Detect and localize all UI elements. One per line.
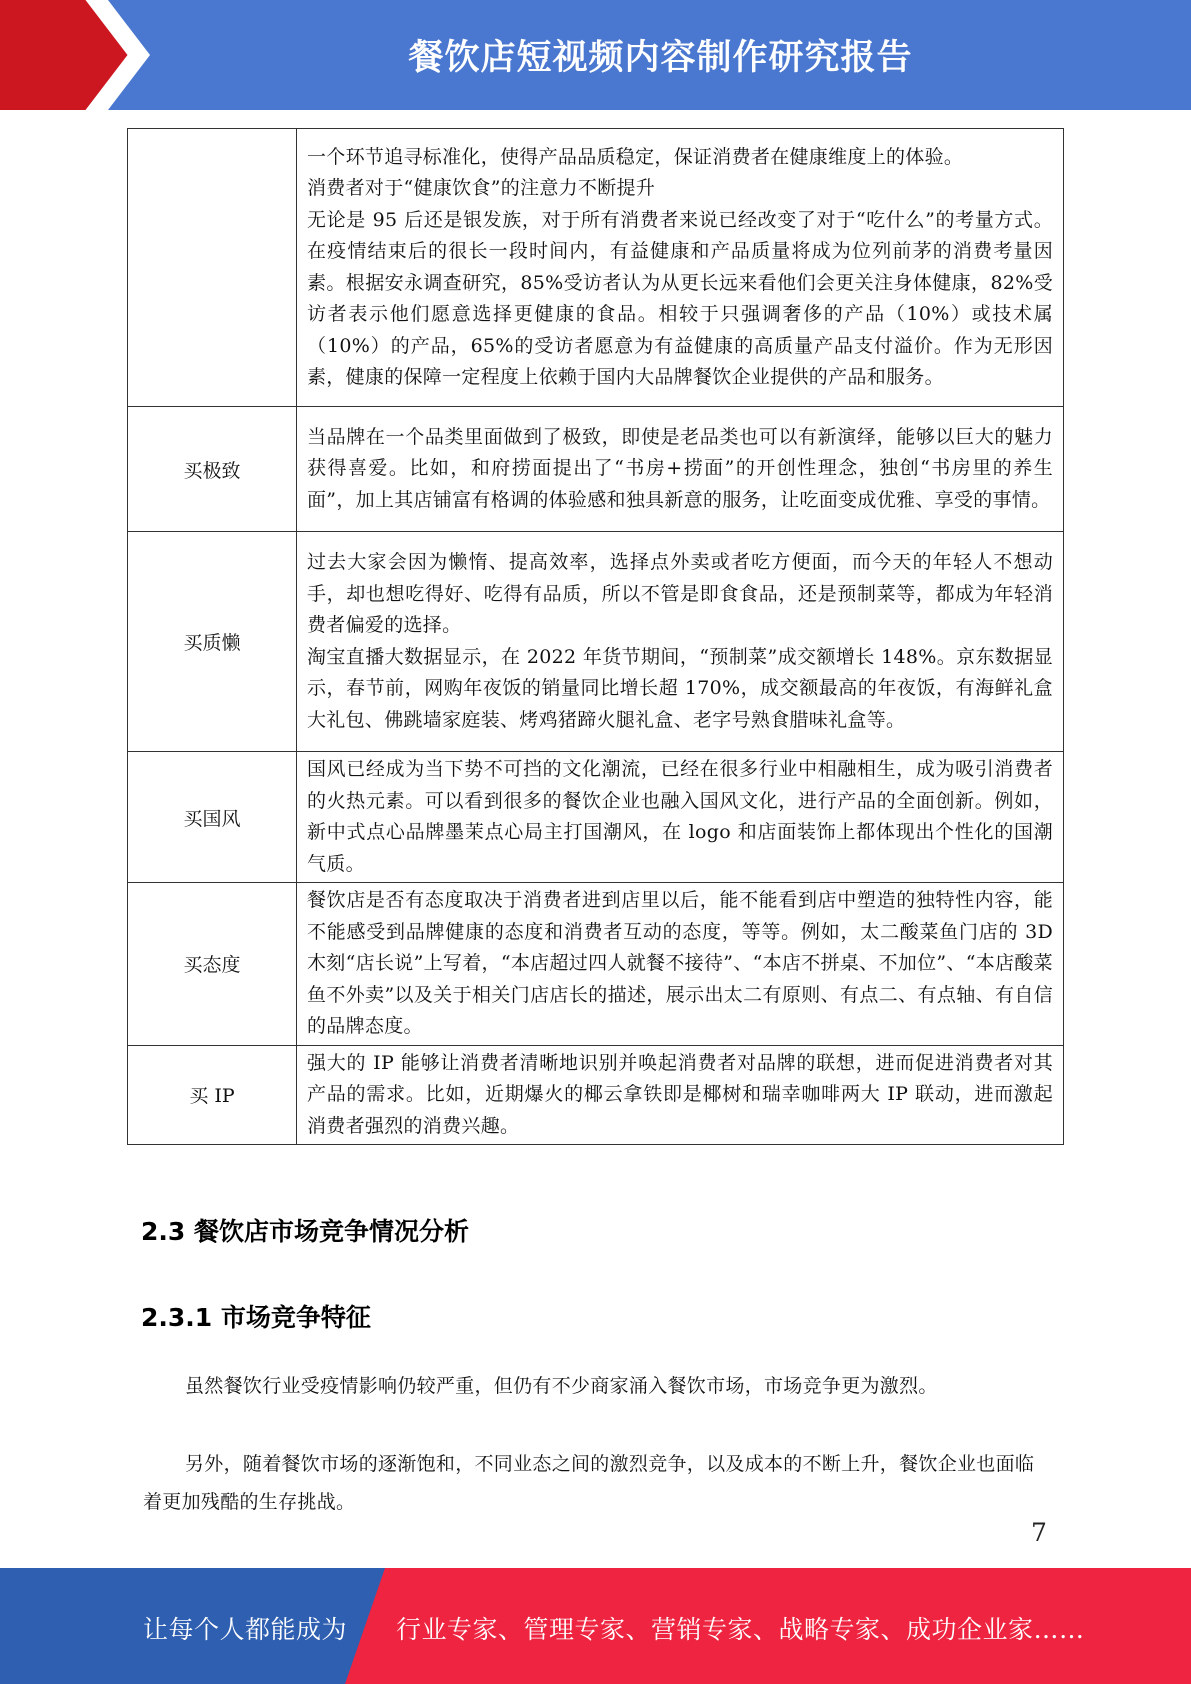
consumer-trends-table <box>127 128 1064 1145</box>
page-footer <box>0 1568 1191 1684</box>
table-category-cell: 买国风 <box>128 752 297 883</box>
subsection-heading: 2.3.1 市场竞争特征 <box>141 1303 371 1332</box>
table-paragraph: 强大的 IP 能够让消费者清晰地识别并唤起消费者对品牌的联想，进而促进消费者对其产品的需求。比如，近期爆火的椰云拿铁即是椰树和瑞幸咖啡两大 IP 联动，进而激起消费者强烈的消费兴趣。 <box>307 1051 1053 1137</box>
table-category-cell: 买极致 <box>128 407 297 532</box>
body-paragraph: 另外，随着餐饮市场的逐渐饱和，不同业态之间的激烈竞争，以及成本的不断上升，餐饮企业也面临着更加残酷的生存挑战。 <box>143 1453 1035 1513</box>
table-paragraph: 无论是 95 后还是银发族，对于所有消费者来说已经改变了对于“吃什么”的考量方式。在疫情结束后的很长一段时间内，有益健康和产品质量将成为位列前茅的消费考量因素。根据安永调查研究，85%受访者认为从更长远来看他们会更关注身体健康，82%受访者表示他们愿意选择更健康的食品。相较于只强调奢侈的产品（10%）或技术属（10%）的产品，65%的受访者愿意为有益健康的高质量产品支付溢价。作为无形因素，健康的保障一定程度上依赖于国内大品牌餐饮企业提供的产品和服务。 <box>307 208 1053 388</box>
table-row <box>128 407 1064 532</box>
table-content-cell <box>297 883 1064 1046</box>
table-content-cell <box>297 129 1064 407</box>
table-paragraph: 当品牌在一个品类里面做到了极致，即使是老品类也可以有新演绎，能够以巨大的魅力获得喜爱。比如，和府捞面提出了“书房+捞面”的开创性理念，独创“书房里的养生面”，加上其店铺富有格调的体验感和独具新意的服务，让吃面变成优雅、享受的事情。 <box>307 425 1053 511</box>
table-category-cell: 买质懒 <box>128 532 297 752</box>
page-header <box>0 0 1191 110</box>
table-paragraph: 消费者对于“健康饮食”的注意力不断提升 <box>307 177 656 199</box>
table-paragraph: 淘宝直播大数据显示，在 2022 年货节期间，“预制菜”成交额增长 148%。京东数据显示，春节前，网购年夜饭的销量同比增长超 170%，成交额最高的年夜饭，有海鲜礼盒大礼包、佛跳墙家庭装、烤鸡猪蹄火腿礼盒、老字号熟食腊味礼盒等。 <box>307 645 1053 731</box>
table-paragraph: 过去大家会因为懒惰、提高效率，选择点外卖或者吃方便面，而今天的年轻人不想动手，却也想吃得好、吃得有品质，所以不管是即食食品，还是预制菜等，都成为年轻消费者偏爱的选择。 <box>307 551 1053 636</box>
table-row <box>128 1045 1064 1145</box>
table-content-cell <box>297 1045 1064 1145</box>
section-heading: 2.3 餐饮店市场竞争情况分析 <box>141 1217 469 1246</box>
table-content-cell <box>297 532 1064 752</box>
footer-slogan-left: 让每个人都能成为 <box>143 1615 348 1644</box>
table-row <box>128 752 1064 883</box>
page-number: 7 <box>1031 1518 1047 1547</box>
table-paragraph: 餐饮店是否有态度取决于消费者进到店里以后，能不能看到店中塑造的独特性内容，能不能感受到品牌健康的态度和消费者互动的态度，等等。例如，太二酸菜鱼门店的 3D 木刻“店长说”上写着，“本店超过四人就餐不接待”、“本店不拼桌、不加位”、“本店酸菜鱼不外卖”以及关于相关门店店长的描述，展示出太二有原则、有点二、有点轴、有自信的品牌态度。 <box>307 889 1053 1037</box>
table-paragraph: 一个环节追寻标准化，使得产品品质稳定，保证消费者在健康维度上的体验。 <box>307 145 964 168</box>
table-category-cell: 买 IP <box>128 1045 297 1145</box>
table-paragraph: 国风已经成为当下势不可挡的文化潮流，已经在很多行业中相融相生，成为吸引消费者的火热元素。可以看到很多的餐饮企业也融入国风文化，进行产品的全面创新。例如，新中式点心品牌墨茉点心局主打国潮风，在 logo 和店面装饰上都体现出个性化的国潮气质。 <box>307 758 1053 875</box>
table-row <box>128 129 1064 407</box>
table-row <box>128 532 1064 752</box>
document-title: 餐饮店短视频内容制作研究报告 <box>408 38 913 78</box>
table-category-cell: 买态度 <box>128 883 297 1046</box>
table-content-cell <box>297 752 1064 883</box>
table-content-cell <box>297 407 1064 532</box>
table-row <box>128 883 1064 1046</box>
footer-slogan-right: 行业专家、管理专家、营销专家、战略专家、成功企业家…… <box>396 1615 1085 1644</box>
table-category-cell <box>128 129 297 407</box>
body-paragraph: 虽然餐饮行业受疫情影响仍较严重，但仍有不少商家涌入餐饮市场，市场竞争更为激烈。 <box>185 1375 938 1397</box>
